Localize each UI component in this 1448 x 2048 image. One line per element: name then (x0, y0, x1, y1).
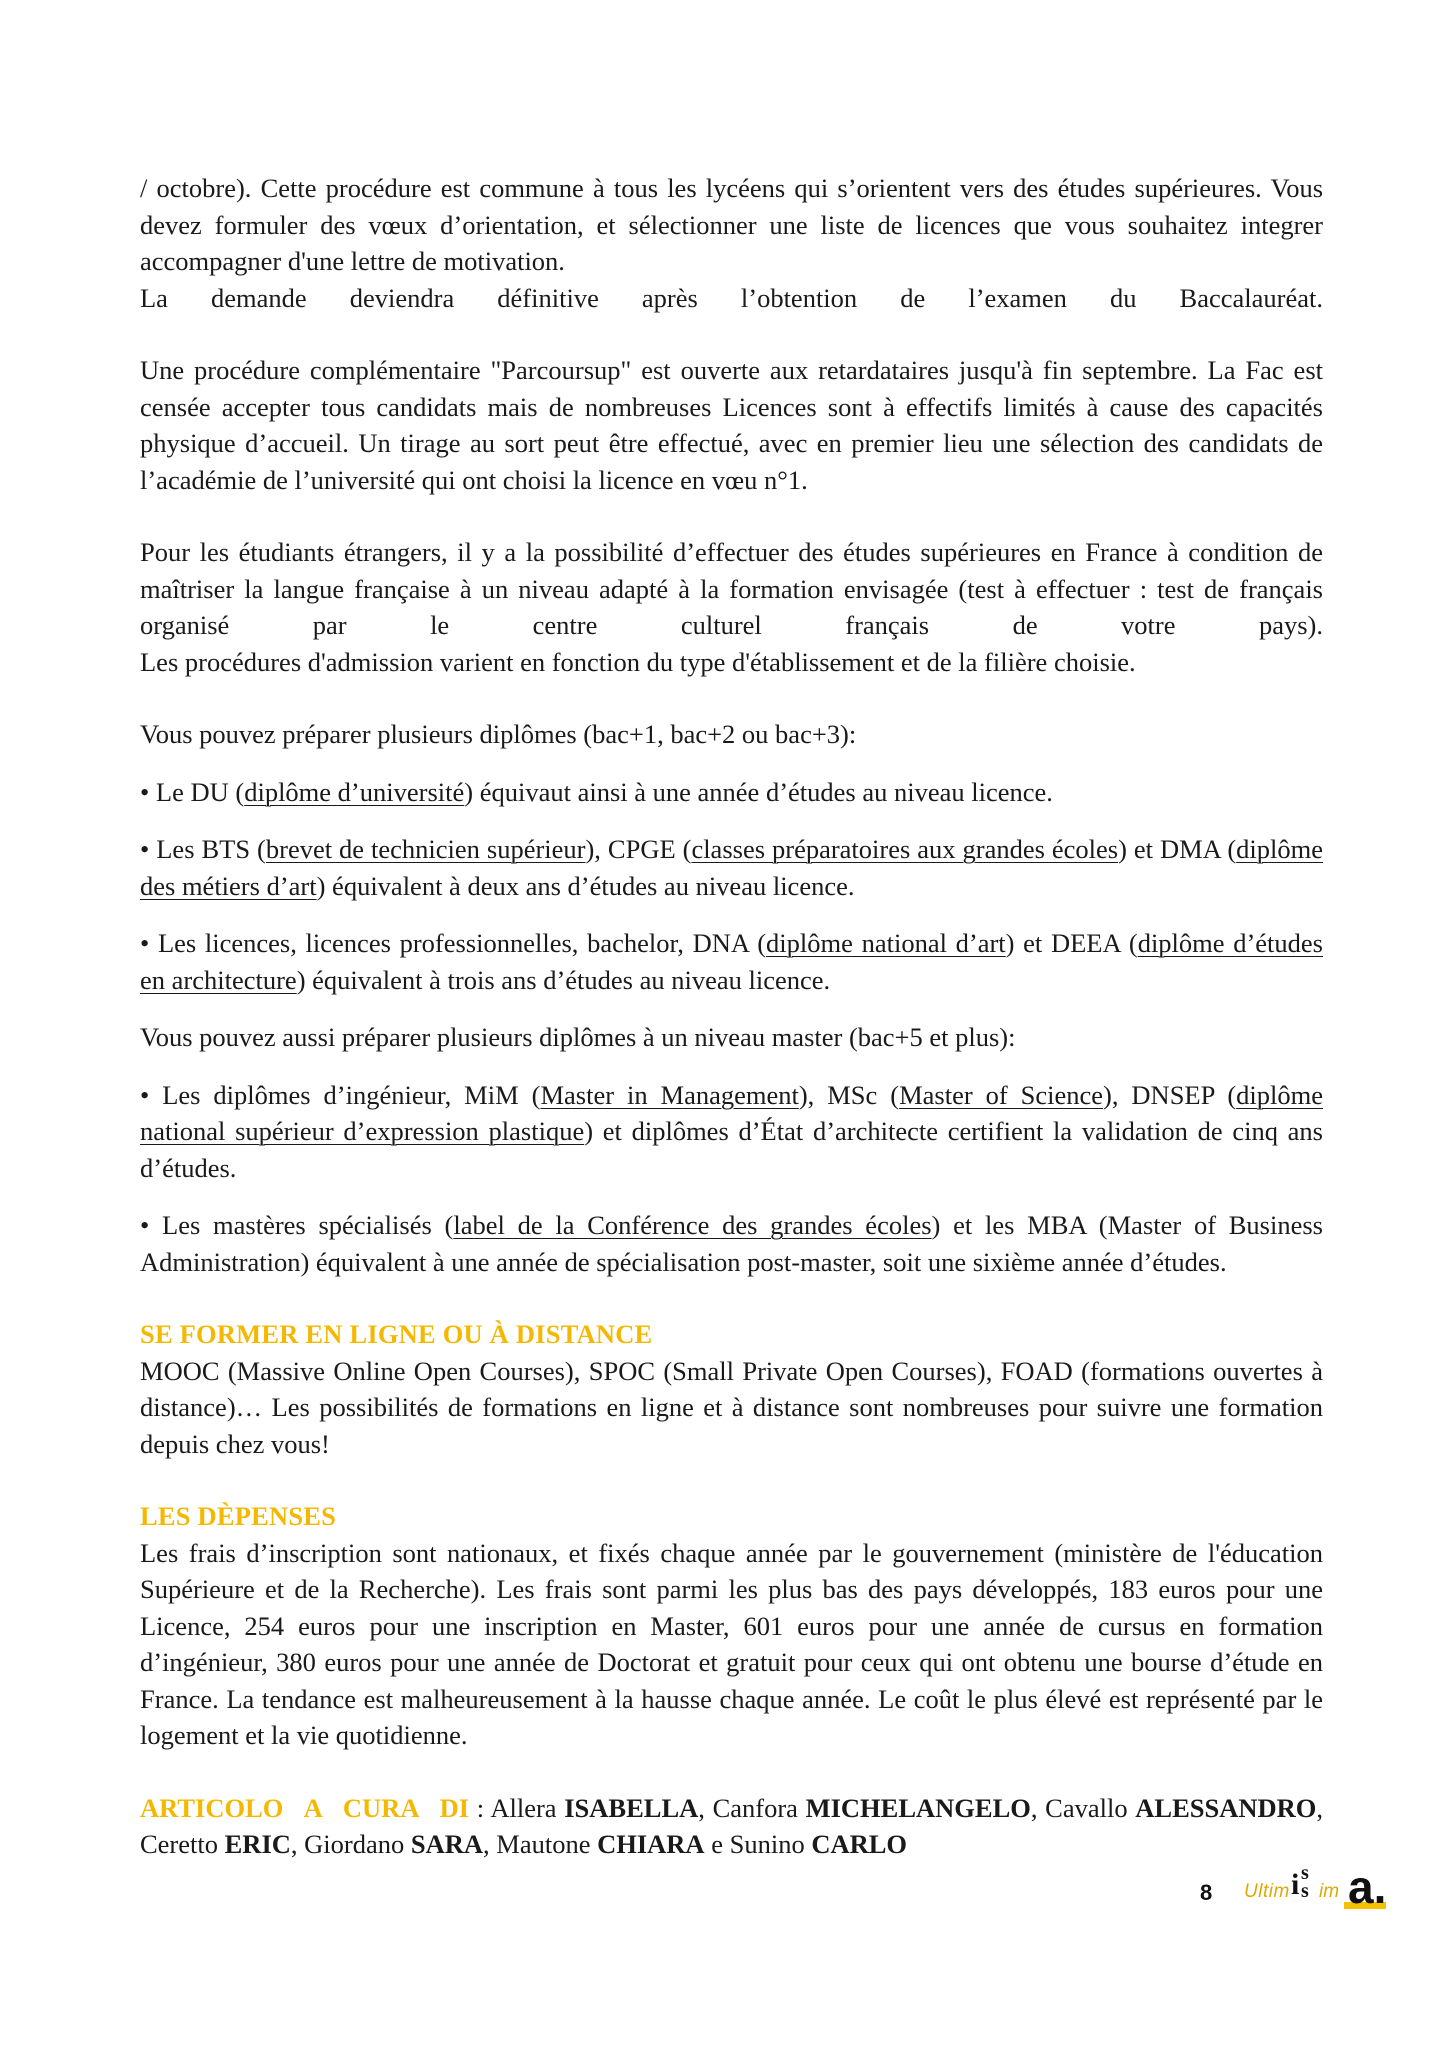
paragraph-online-learning: MOOC (Massive Online Open Courses), SPOC (Small Private Open Courses), FOAD (formations ouvertes à distance)… Les possibilités de formations en ligne et à distance sont nombreuses pour suivre une formation depuis chez vous! (140, 1355, 1323, 1459)
paragraph-bac-definitive: La demande deviendra définitive après l’obtention de l’examen du Baccalauréat. (140, 282, 1323, 313)
author-separator: e (704, 1829, 730, 1859)
link-cge-label[interactable]: label de la Conférence des grandes écoles (453, 1210, 932, 1240)
paragraph-diplomas-intro: Vous pouvez préparer plusieurs diplômes (bac+1, bac+2 ou bac+3): (140, 719, 857, 749)
author-separator: , (1030, 1792, 1046, 1823)
bullet-ingenieur: • Les diplômes d’ingénieur, MiM (Master in Management), MSc (Master of Science), DNSEP (diplôme national supérieur d’expression plastique) et diplômes d’État d’architecte certifient la validation de cinq ans d’études. (140, 1079, 1323, 1183)
page-number: 8 (1200, 1880, 1213, 1905)
author-last-name: ERIC (224, 1829, 291, 1859)
bullet-licences: • Les licences, licences professionnelles, bachelor, DNA (diplôme national d’art) et DEEA (diplôme d’études en architecture) équivalent à trois ans d’études au niveau licence. (140, 928, 1323, 995)
paragraph-parcoursup: Une procédure complémentaire "Parcoursup" est ouverte aux retardataires jusqu'à fin septembre. La Fac est censée accepter tous candidats mais de nombreuses Licences sont à effectifs limités à cause des capacités physique d’accueil. Un tirage au sort peut être effectué, avec en premier lieu une sélection des candidats de l’académie de l’université qui ont choisi la licence en vœu n°1. (140, 355, 1323, 495)
author-first-name: Cavallo (1045, 1792, 1136, 1823)
paragraph-expenses: Les frais d’inscription sont nationaux, et fixés chaque année par le gouvernement (ministère de l'éducation Supérieure et de la Recherche). Les frais sont parmi les plus bas des pays développés, 183 euros pour une Licence, 254 euros pour une inscription en Master, 601 euros pour une année de cursus en formation d’ingénieur, 380 euros pour une année de Doctorat et gratuit pour ceux qui ont obtenu une bourse d’étude en France. La tendance est malheureusement à la hausse chaque année. Le coût le plus élevé est représenté par le logement et la vie quotidienne. (140, 1537, 1323, 1750)
author-last-name: SARA (410, 1829, 484, 1859)
paragraph-master-intro: Vous pouvez aussi préparer plusieurs diplômes à un niveau master (bac+5 et plus): (140, 1022, 1016, 1052)
link-deea[interactable]: diplôme d’études en architecture (140, 928, 1323, 995)
link-cpge[interactable]: classes préparatoires aux grandes écoles (691, 834, 1119, 864)
paragraph-procedure (140, 170, 1323, 280)
article-body (140, 170, 1323, 1863)
link-mim[interactable]: Master in Management (540, 1079, 799, 1110)
text-line: vous souhaitez integrer accompagner d'une lettre de motivation. (140, 209, 1324, 276)
magazine-logo: Ultim i s s im a. (1244, 1861, 1387, 1913)
credits-label: ARTICOLO A CURA DI (140, 1792, 470, 1823)
heading-online-learning: SE FORMER EN LIGNE OU À DISTANCE (140, 1319, 653, 1349)
author-first-name: Mautone (496, 1829, 598, 1859)
author-last-name: ISABELLA (564, 1792, 699, 1823)
bullet-masteres: • Les mastères spécialisés (label de la Conférence des grandes écoles) et les MBA (Master of Business Administration) équivalent à une année de spécialisation post-master, soit une sixième année d’études. (140, 1210, 1323, 1277)
link-dma[interactable]: diplôme des métiers d’art (140, 834, 1324, 901)
heading-expenses: LES DÈPENSES (140, 1501, 337, 1531)
link-dna[interactable]: diplôme national d’art (766, 928, 1006, 958)
text-line: supérieures. Vous devez formuler des vœux d’orientation, et sélectionner une liste de licences que (140, 173, 1324, 240)
paragraph-foreign-students: Pour les étudiants étrangers, il y a la possibilité d’effectuer des études supérieures en France à condition de maîtriser la langue française à un niveau adapté à la formation envisagée (test à effectuer : test de français organisé par le centre culturel français de votre pays). (140, 537, 1323, 640)
author-separator: , (698, 1792, 713, 1823)
link-bts[interactable]: brevet de technicien supérieur (265, 834, 586, 864)
author-last-name: CARLO (811, 1829, 908, 1859)
author-last-name: CHIARA (597, 1829, 705, 1859)
author-last-name: MICHELANGELO (805, 1792, 1031, 1823)
link-dnsep[interactable]: diplôme national supérieur d’expression plastique (140, 1079, 1323, 1146)
paragraph-admission: Les procédures d'admission varient en fonction du type d'établissement et de la filière choisie. (140, 646, 1136, 677)
link-diplome-universite[interactable]: diplôme d’université (244, 776, 465, 807)
author-first-name: Ceretto (140, 1829, 225, 1859)
author-last-name: ALESSANDRO (1135, 1792, 1317, 1823)
author-first-name: Allera (490, 1792, 565, 1823)
author-first-name: Sunino (729, 1829, 812, 1859)
author-separator: , (1316, 1792, 1324, 1823)
article-credits: ARTICOLO A CURA DI : Allera ISABELLA, Canfora MICHELANGELO, Cavallo ALESSANDRO, Ceretto ERIC, Giordano SARA, Mautone CHIARA e Sunino CARLO (140, 1792, 1324, 1859)
author-separator: , (483, 1829, 497, 1859)
bullet-du: • Le DU (diplôme d’université) équivaut ainsi à une année d’études au niveau licence. (140, 776, 1053, 807)
bullet-bts: • Les BTS (brevet de technicien supérieur), CPGE (classes préparatoires aux grandes écoles) et DMA (diplôme des métiers d’art) équivalent à deux ans d’études au niveau licence. (140, 834, 1324, 901)
text-line: / octobre). Cette procédure est commune à tous les lycéens qui s’orientent vers des études (140, 173, 1126, 203)
author-first-name: Canfora (712, 1792, 806, 1823)
author-first-name: Giordano (304, 1829, 411, 1859)
link-msc[interactable]: Master of Science (899, 1079, 1104, 1110)
logo-iss-mark: i s s (1291, 1862, 1309, 1902)
author-separator: , (290, 1829, 305, 1859)
